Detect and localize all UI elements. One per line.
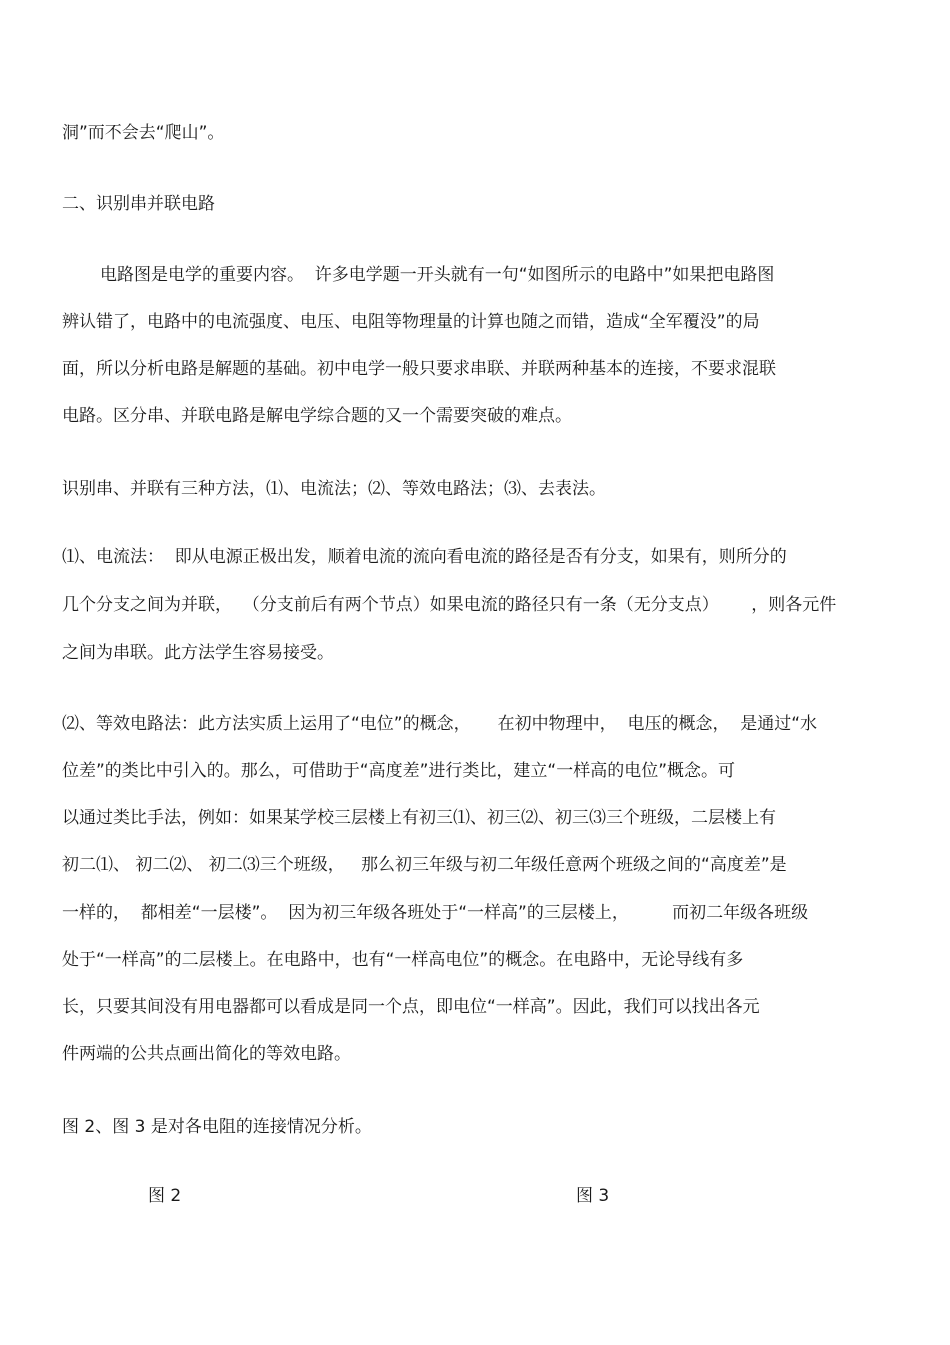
paragraph-line: 一样的， 都相差“一层楼”。 因为初三年级各班处于“一样高”的三层楼上， 而初二年级各班级 (62, 903, 809, 923)
section-heading: 二、识别串并联电路 (62, 194, 215, 214)
paragraph-line: 件两端的公共点画出简化的等效电路。 (62, 1044, 351, 1064)
paragraph-line: 面，所以分析电路是解题的基础。初中电学一般只要求串联、并联两种基本的连接，不要求混联 (62, 359, 776, 379)
paragraph-line: 处于“一样高”的二层楼上。在电路中，也有“一样高电位”的概念。在电路中，无论导线有多 (62, 950, 744, 970)
paragraph-continuation: 洞”而不会去“爬山”。 (62, 123, 225, 143)
paragraph-line: 几个分支之间为并联， （分支前后有两个节点）如果电流的路径只有一条（无分支点） ，则各元件 (62, 595, 837, 615)
paragraph-line: 图 2、图 3 是对各电阻的连接情况分析。 (62, 1117, 372, 1137)
paragraph-line: 电路图是电学的重要内容。 许多电学题一开头就有一句“如图所示的电路中”如果把电路图 (100, 265, 775, 285)
figure-3-caption: 图 3 (576, 1186, 610, 1206)
figure-2-caption: 图 2 (148, 1186, 182, 1206)
paragraph-line: 识别串、并联有三种方法，⑴、电流法；⑵、等效电路法；⑶、去表法。 (62, 479, 606, 499)
paragraph-line: 初二⑴、 初二⑵、 初二⑶三个班级， 那么初三年级与初二年级任意两个班级之间的“高度差”是 (62, 855, 787, 875)
paragraph-line: ⑵、等效电路法：此方法实质上运用了“电位”的概念， 在初中物理中， 电压的概念， 是通过“水 (62, 714, 818, 734)
paragraph-line: 长，只要其间没有用电器都可以看成是同一个点，即电位“一样高”。因此，我们可以找出各元 (62, 997, 760, 1017)
paragraph-line: ⑴、电流法： 即从电源正极出发，顺着电流的流向看电流的路径是否有分支，如果有，则所分的 (62, 547, 787, 567)
paragraph-line: 电路。区分串、并联电路是解电学综合题的又一个需要突破的难点。 (62, 406, 572, 426)
paragraph-line: 位差”的类比中引入的。那么，可借助于“高度差”进行类比，建立“一样高的电位”概念。可 (62, 761, 736, 781)
paragraph-line: 辨认错了，电路中的电流强度、电压、电阻等物理量的计算也随之而错，造成“全军覆没”的局 (62, 312, 760, 332)
paragraph-line: 之间为串联。此方法学生容易接受。 (62, 643, 334, 663)
paragraph-line: 以通过类比手法，例如：如果某学校三层楼上有初三⑴、初三⑵、初三⑶三个班级，二层楼上有 (62, 808, 776, 828)
